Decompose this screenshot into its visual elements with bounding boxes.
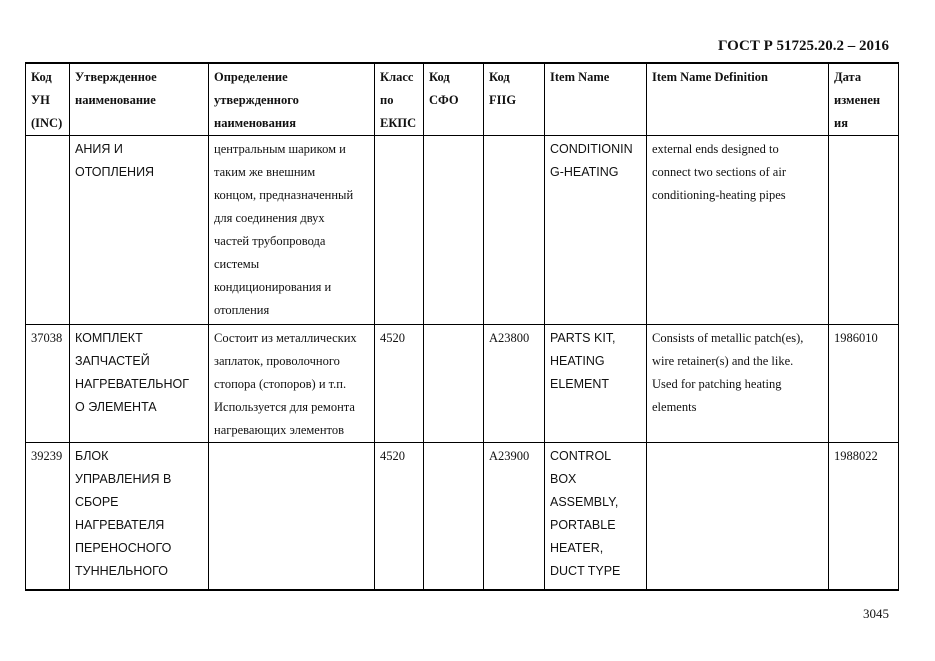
cell-definition [209,443,375,590]
cell-item-name: PARTS KIT, HEATING ELEMENT [545,325,647,443]
column-header-item-name: Item Name [545,63,647,136]
classification-table [25,62,899,591]
cell-item-name: CONTROL BOX ASSEMBLY, PORTABLE HEATER, DUCT TYPE [545,443,647,590]
cell-date [829,136,899,325]
document-standard-header: ГОСТ Р 51725.20.2 – 2016 [717,38,889,54]
column-header-definition: Определение утвержденного наименования [209,63,375,136]
cell-item-definition: Consists of metallic patch(es), wire retainer(s) and the like. Used for patching heating elements [647,325,829,443]
cell-code: 39239 [26,443,70,590]
cell-definition: Состоит из металлических заплаток, проволочного стопора (стопоров) и т.п. Используется для ремонта нагревающих элементов [209,325,375,443]
cell-fiig [484,136,545,325]
cell-item-definition [647,443,829,590]
table-row [26,325,899,443]
cell-approved-name: КОМПЛЕКТ ЗАПЧАСТЕЙ НАГРЕВАТЕЛЬНОГ О ЭЛЕМЕНТА [70,325,209,443]
cell-code [26,136,70,325]
column-header-item-definition: Item Name Definition [647,63,829,136]
column-header-code: Код УН (INC) [26,63,70,136]
cell-date: 1986010 [829,325,899,443]
cell-approved-name: АНИЯ И ОТОПЛЕНИЯ [70,136,209,325]
cell-code: 37038 [26,325,70,443]
cell-date: 1988022 [829,443,899,590]
cell-sfo [424,136,484,325]
cell-sfo [424,325,484,443]
cell-fiig: A23800 [484,325,545,443]
cell-class [375,136,424,325]
cell-sfo [424,443,484,590]
table-row [26,443,899,590]
page-number: 3045 [863,606,889,621]
table-header-row [26,63,899,136]
cell-approved-name: БЛОК УПРАВЛЕНИЯ В СБОРЕ НАГРЕВАТЕЛЯ ПЕРЕНОСНОГО ТУННЕЛЬНОГО [70,443,209,590]
cell-class: 4520 [375,443,424,590]
cell-class: 4520 [375,325,424,443]
cell-fiig: A23900 [484,443,545,590]
cell-definition: центральным шариком и таким же внешним концом, предназначенный для соединения двух частей трубопровода системы кондиционирования и отопления [209,136,375,325]
table-row [26,136,899,325]
column-header-sfo: Код СФО [424,63,484,136]
column-header-class: Класс по ЕКПС [375,63,424,136]
column-header-date: Дата изменен ия [829,63,899,136]
column-header-fiig: Код FIIG [484,63,545,136]
cell-item-definition: external ends designed to connect two sections of air conditioning-heating pipes [647,136,829,325]
cell-item-name: CONDITIONIN G-HEATING [545,136,647,325]
column-header-approved-name: Утвержденное наименование [70,63,209,136]
